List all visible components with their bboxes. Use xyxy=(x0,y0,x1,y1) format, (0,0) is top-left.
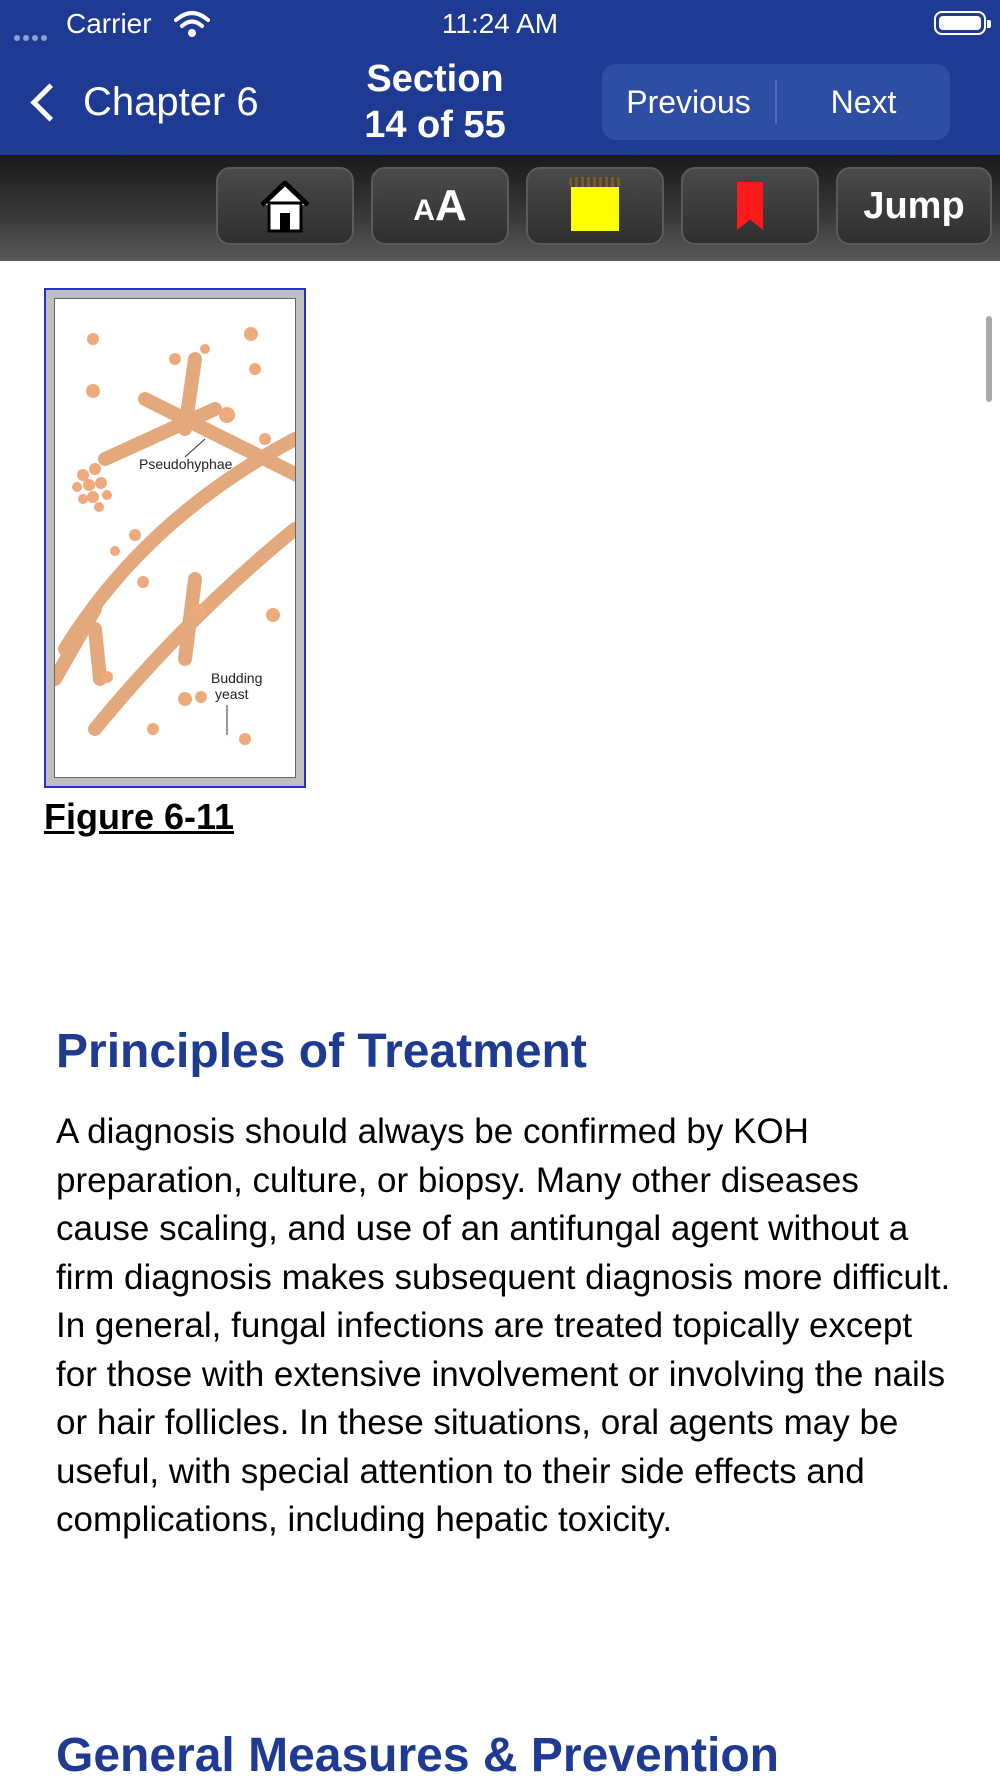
status-bar xyxy=(0,0,1000,48)
budding-label-line1: Budding xyxy=(211,670,263,686)
next-button[interactable]: Next xyxy=(830,83,897,120)
text-size-icon: AA xyxy=(413,181,467,230)
figure-illustration xyxy=(54,298,296,778)
bookmark-icon xyxy=(737,182,763,230)
home-button[interactable] xyxy=(216,167,354,245)
battery-icon xyxy=(934,11,986,35)
section-indicator xyxy=(310,56,560,148)
previous-button[interactable]: Previous xyxy=(626,83,751,120)
bookmark-button[interactable] xyxy=(681,167,819,245)
toolbar xyxy=(0,155,1000,261)
jump-button-label: Jump xyxy=(863,184,965,227)
next-section-heading: General Measures & Prevention xyxy=(56,1729,779,1782)
figure-caption-link[interactable]: Figure 6-11 xyxy=(44,796,235,837)
notes-button[interactable] xyxy=(526,167,664,245)
section-count: 14 of 55 xyxy=(364,104,506,146)
body-paragraph: A diagnosis should always be confirmed by KOH preparation, culture, or biopsy. Many other diseases cause scaling, and use of an antifungal agent without a firm diagnosis makes subsequent diagnosis more difficult. In general, fungal infections are treated topically except for those with extensive involvement or involving the nails or hair follicles. In these situations, oral agents may be useful, with special attention to their side effects and complications, including hepatic toxicity. xyxy=(56,1112,951,1539)
figure-thumbnail[interactable] xyxy=(44,288,306,788)
pseudohyphae-label: Pseudohyphae xyxy=(139,456,233,472)
back-button[interactable] xyxy=(26,74,259,130)
prev-next-control xyxy=(602,64,950,140)
yeast-pseudohyphae-illustration xyxy=(55,299,296,778)
scroll-indicator[interactable] xyxy=(986,316,992,402)
home-icon xyxy=(258,179,312,233)
section-heading: Principles of Treatment xyxy=(56,1025,587,1078)
chevron-left-icon xyxy=(30,83,68,121)
carrier-name: Carrier xyxy=(66,8,152,39)
jump-button[interactable] xyxy=(836,167,992,245)
budding-label-line2: yeast xyxy=(215,686,249,702)
navigation-header xyxy=(0,0,1000,155)
text-size-button[interactable] xyxy=(371,167,509,245)
back-button-label: Chapter 6 xyxy=(83,79,259,124)
sticky-note-icon xyxy=(571,187,619,231)
section-label: Section xyxy=(366,58,504,100)
status-time: 11:24 AM xyxy=(441,8,559,39)
